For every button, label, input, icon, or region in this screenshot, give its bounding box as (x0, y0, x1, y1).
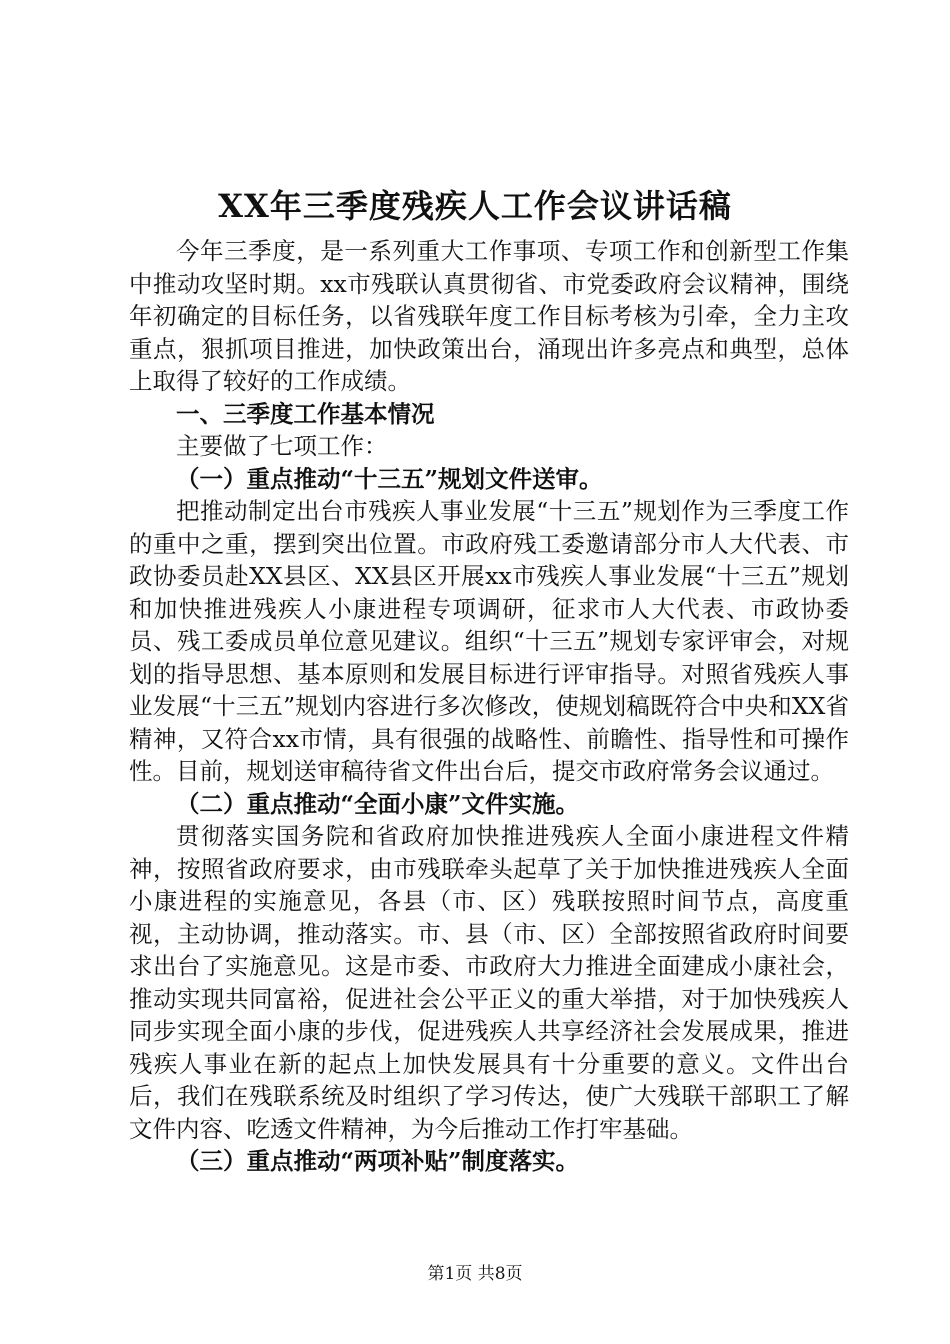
intro-paragraph: 今年三季度，是一系列重大工作事项、专项工作和创新型工作集中推动攻坚时期。xx市残联认真贯彻省、市党委政府会议精神，围绕年初确定的目标任务，以省残联年度工作目标考核为引牵，全力主攻重点，狠抓项目推进，加快政策出台，涌现出许多亮点和典型，总体上取得了较好的工作成绩。 (129, 237, 849, 395)
subsection-heading: （三）重点推动“两项补贴”制度落实。 (176, 1147, 580, 1175)
paragraph: 主要做了七项工作： (176, 432, 388, 460)
paragraph: 贯彻落实国务院和省政府加快推进残疾人全面小康进程文件精神，按照省政府要求，由市残联牵头起草了关于加快推进残疾人全面小康进程的实施意见，各县（市、区）残联按照时间节点，高度重视，主动协调，推动落实。市、县（市、区）全部按照省政府时间要求出台了实施意见。这是市委、市政府大力推进全面建成小康社会，推动实现共同富裕，促进社会公平正义的重大举措，对于加快残疾人同步实现全面小康的步伐，促进残疾人共享经济社会发展成果，推进残疾人事业在新的起点上加快发展具有十分重要的意义。文件出台后，我们在残联系统及时组织了学习传达，使广大残联干部职工了解文件内容、吃透文件精神，为今后推动工作打牢基础。 (129, 822, 849, 1143)
section-heading: 一、三季度工作基本情况 (176, 399, 435, 428)
document-title: XX年三季度残疾人工作会议讲话稿 (218, 187, 732, 225)
subsection-heading: （二）重点推动“全面小康”文件实施。 (176, 789, 580, 818)
document-body (129, 235, 849, 1178)
subsection-heading: （一）重点推动“十三五”规划文件送审。 (176, 464, 603, 493)
paragraph: 把推动制定出台市残疾人事业发展“十三五”规划作为三季度工作的重中之重，摆到突出位置。市政府残工委邀请部分市人大代表、市政协委员赴XX县区、XX县区开展xx市残疾人事业发展“十三五”规划和加快推进残疾人小康进程专项调研，征求市人大代表、市政协委员、残工委成员单位意见建议。组织“十三五”规划专家评审会，对规划的指导思想、基本原则和发展目标进行评审指导。对照省残疾人事业发展“十三五”规划内容进行多次修改，使规划稿既符合中央和XX省精神，又符合xx市情，具有很强的战略性、前瞻性、指导性和可操作性。目前，规划送审稿待省文件出台后，提交市政府常务会议通过。 (129, 497, 849, 785)
page-footer: 第1页 共8页 (427, 1264, 523, 1284)
